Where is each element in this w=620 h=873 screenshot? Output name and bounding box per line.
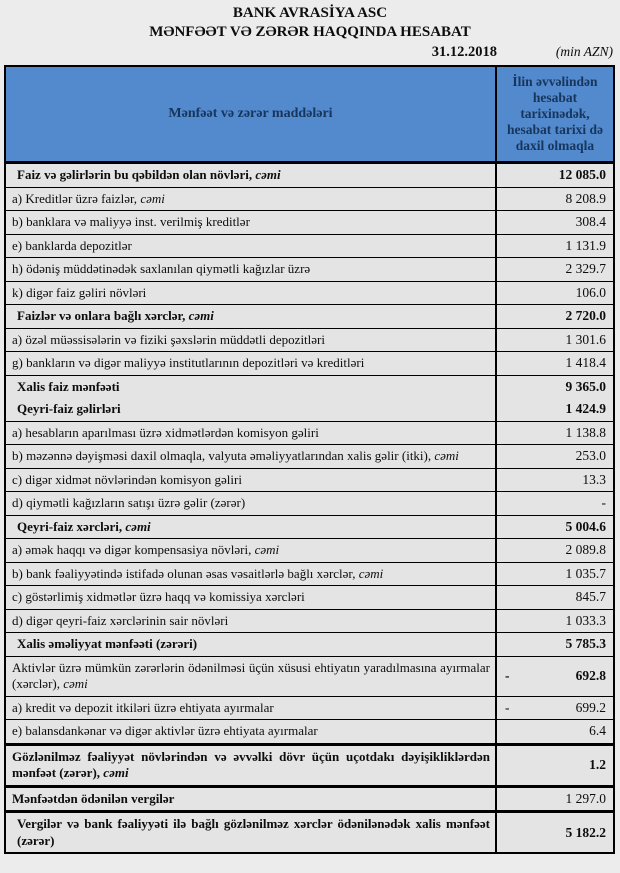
table-row [6,281,613,305]
row-label-text: a) özəl müəssisələrin və fiziki şəxslərin müddətli depozitləri [12,331,325,347]
row-label [6,376,497,399]
row-value-cell [497,469,613,492]
row-label [6,469,497,492]
table-row [6,468,613,492]
row-label [6,258,497,281]
row-value: 5 785.3 [565,636,606,652]
table-row [6,656,613,696]
row-label-text: c) digər xidmət növlərindən komisyon gəliri [12,471,242,487]
table-row [6,187,613,211]
table-row [6,444,613,468]
row-label [6,563,497,586]
row-label-text: b) banklara və maliyyə inst. verilmiş kreditlər [12,214,250,229]
row-label-italic-suffix: cəmi [63,676,88,691]
table-row [6,351,613,375]
row-value-cell [497,563,613,586]
row-value: 106.0 [575,284,606,300]
value-column-header: İlin əvvəlindən hesabat tarixinədək, hesabat tarixi də daxil olmaqla [507,74,603,153]
row-value: 1 418.4 [565,355,606,371]
row-label-text: Vergilər və bank fəaliyyəti ilə bağlı gözlənilməz xərclər ödənilənədək xalis mənfəət (zərər) [17,816,490,848]
row-label-text: c) göstərlimiş xidmətlər üzrə haqq və komissiya xərcləri [12,589,305,604]
report-meta [0,44,620,63]
report-title: MƏNFƏƏT VƏ ZƏRƏR HAQQINDA HESABAT [149,24,471,40]
row-label-text: k) digər faiz gəliri növləri [12,284,147,300]
row-label [6,657,497,696]
table-header-row [6,67,613,163]
table-row [6,719,613,743]
row-label [6,329,497,352]
row-value-cell [497,657,613,696]
row-label-text: a) əmək haqqı və digər kompensasiya növləri, cəmi [12,542,280,557]
row-value: 6.4 [589,723,606,739]
row-value-cell [497,586,613,609]
row-label-text: a) kredit və depozit itkiləri üzrə ehtiyata ayırmalar [12,699,274,715]
table-row [6,491,613,515]
row-label [6,352,497,375]
row-label [6,422,497,445]
row-label-italic-suffix: cəmi [358,565,384,581]
row-label [6,586,497,609]
row-value-cell [497,697,613,720]
profit-loss-table [4,65,615,854]
table-row [6,538,613,562]
row-value: 1 035.7 [565,565,606,581]
row-value-cell [497,813,613,852]
row-label-text: Qeyri-faiz gəlirləri [17,401,121,416]
row-label-italic-suffix: cəmi [140,190,165,206]
row-label [6,516,497,539]
row-label-italic-suffix: cəmi [103,765,129,780]
row-label [6,633,497,656]
row-value: 1 138.8 [565,424,606,440]
row-value: 845.7 [575,589,606,605]
row-value-cell [497,720,613,743]
row-value-sign: - [505,699,510,715]
table-row [6,375,613,399]
table-row [6,398,613,421]
row-label [6,235,497,258]
row-value-cell [497,516,613,539]
row-value: 2 720.0 [565,308,606,324]
row-label-text: b) məzənnə dəyişməsi daxil olmaqla, valyuta əməliyyatlarından xalis gəlir (itki), cəmi [12,448,459,463]
row-label-text: e) banklarda depozitlər [12,237,132,253]
row-value: 1 301.6 [565,331,606,347]
row-label [6,697,497,720]
row-value: 2 329.7 [565,261,606,277]
row-value: 2 089.8 [565,542,606,558]
row-label-italic-suffix: cəmi [434,448,459,463]
row-value-cell [497,539,613,562]
row-value: 308.4 [575,214,606,230]
row-label [6,164,497,187]
table-row [6,562,613,586]
row-label-text: d) digər qeyri-faiz xərclərinin sair növləri [12,612,229,628]
row-label-text: Mənfəətdən ödənilən vergilər [12,790,175,806]
row-value-cell [497,422,613,445]
table-row [6,304,613,328]
row-value-cell [497,164,613,187]
row-value-cell [497,610,613,633]
currency-unit-note: (min AZN) [555,44,613,59]
table-row [6,421,613,445]
row-value-cell [497,492,613,515]
row-label [6,398,497,421]
row-label-text: Faizlər və onlara bağlı xərclər, cəmi [17,308,214,323]
row-label-text: Aktivlər üzrə mümkün zərərlərin ödənilməsi üçün xüsusi ehtiyatın yaradılmasına ayırmalar (xərclər), cəmi [12,659,490,691]
row-label-text: Qeyri-faiz xərcləri, cəmi [17,518,151,534]
row-value-cell [497,376,613,399]
row-label-text: Faiz və gəlirlərin bu qəbildən olan növləri, cəmi [17,167,281,182]
row-label [6,813,497,852]
row-label [6,445,497,468]
row-label-text: d) qiymətli kağızların satışı üzrə gəlir (zərər) [12,495,246,510]
row-value-cell [497,211,613,234]
row-value-cell [497,398,613,421]
row-value: 1 033.3 [565,612,606,628]
row-value: 699.2 [575,699,606,715]
row-label-italic-suffix: cəmi [125,518,151,534]
row-value-cell [497,235,613,258]
table-row [6,696,613,720]
report-date: 31.12.2018 [431,44,497,60]
row-value-cell [497,788,613,811]
row-value: 13.3 [582,471,606,487]
row-value-cell [497,633,613,656]
row-label [6,720,497,743]
row-label-text: Xalis faiz mənfəəti [17,378,120,394]
row-label-italic-suffix: cəmi [254,542,280,557]
row-label [6,746,497,785]
row-value: 1 131.9 [565,237,606,253]
table-row [6,515,613,539]
row-label-text: b) bank fəaliyyətində istifadə olunan əsas vəsaitlərlə bağlı xərclər, cəmi [12,565,384,581]
row-value-cell [497,329,613,352]
row-label [6,282,497,305]
row-value-sign: - [505,668,510,683]
row-value: 9 365.0 [565,378,606,394]
row-label [6,305,497,328]
row-value-cell [497,282,613,305]
table-row [6,234,613,258]
row-value: 1 424.9 [565,401,606,417]
bank-name: BANK AVRASİYA ASC [232,5,388,21]
row-value: 5 182.2 [565,824,606,840]
row-label-text: e) balansdankənar və digər aktivlər üzrə ehtiyata ayırmalar [12,723,318,738]
row-label-text: h) ödəniş müddətinədək saxlanılan qiymətli kağızlar üzrə [12,261,311,276]
table-row [6,257,613,281]
row-label-text: Gözlənilməz fəaliyyət növlərindən və əvvəlki dövr üçün uçotdakı dəyişikliklərdən mənfəət (zərər), cəmi [12,748,490,780]
row-value-cell [497,188,613,211]
row-value: 12 085.0 [558,167,606,183]
table-row [6,785,613,811]
row-value: 253.0 [575,448,606,464]
table-row [6,328,613,352]
row-value-cell [497,746,613,785]
row-value: 5 004.6 [565,518,606,534]
row-label [6,188,497,211]
row-value-cell [497,352,613,375]
document-header [0,0,620,63]
row-label-text: a) Kreditlər üzrə faizlər, cəmi [12,190,165,206]
table-row [6,609,613,633]
row-value: 1 297.0 [565,790,606,806]
row-label [6,788,497,811]
row-value-cell [497,445,613,468]
items-column-header: Mənfəət və zərər maddələri [6,67,497,161]
table-row [6,163,613,187]
row-value-cell [497,305,613,328]
row-value: 8 208.9 [565,190,606,206]
row-value: - [601,495,606,511]
table-row [6,210,613,234]
table-row [6,810,613,852]
row-label-italic-suffix: cəmi [188,308,214,323]
row-label-text: Xalis əməliyyat mənfəəti (zərəri) [17,636,198,651]
row-label-italic-suffix: cəmi [255,167,281,182]
row-label-text: g) bankların və digər maliyyə institutlarının depozitləri və kreditləri [12,355,365,370]
row-value-cell [497,258,613,281]
table-row [6,743,613,785]
row-label-text: a) hesabların aparılması üzrə xidmətlərdən komisyon gəliri [12,424,319,440]
row-value: 692.8 [575,668,606,683]
row-label [6,610,497,633]
row-value: 1.2 [589,757,606,772]
row-label [6,492,497,515]
row-label [6,539,497,562]
table-row [6,585,613,609]
table-body [6,163,613,852]
table-row [6,632,613,656]
row-label [6,211,497,234]
